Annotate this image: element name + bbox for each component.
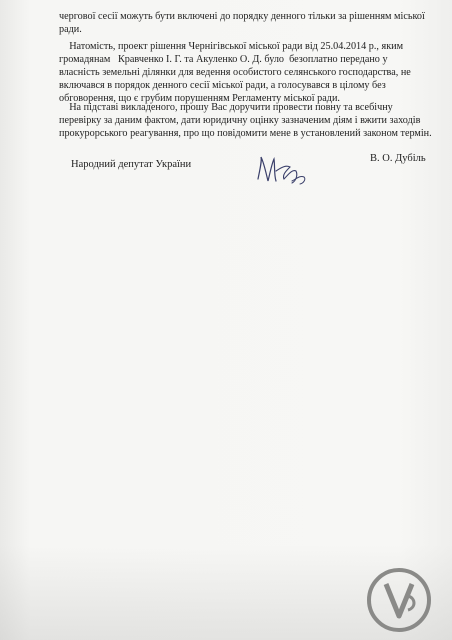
text-line: Натомість, проект рішення Чернігівської міської ради від 25.04.2014 р., яким xyxy=(59,41,404,52)
text-line: перевірку за даним фактом, дати юридичну оцінку зазначеним діям і вжити заходів xyxy=(59,115,421,126)
text-line: обговорення, що є грубим порушенням Регламенту міської ради. xyxy=(59,93,340,104)
text-line: власність земельні ділянки для ведення особистого селянського господарства, не xyxy=(59,67,411,78)
signature-name: В. О. Дубіль xyxy=(370,153,426,164)
text-line: чергової сесії можуть бути включені до порядку денного тільки за рішенням міської xyxy=(59,11,425,22)
handwritten-signature-icon xyxy=(252,151,312,189)
watermark-logo-icon xyxy=(364,568,434,632)
paragraph-2 xyxy=(59,40,411,105)
text-line: прокурорського реагування, про що повідомити мене в установлений законом термін. xyxy=(59,128,432,139)
text-line: включався в порядок денного сесії міської ради, а голосувався в цілому без xyxy=(59,80,386,91)
paragraph-3 xyxy=(59,101,432,140)
paragraph-1 xyxy=(59,10,425,36)
text-line: громадянам Кравченко І. Г. та Акуленко О. Д. було безоплатно передано у xyxy=(59,54,388,65)
signature-title: Народний депутат України xyxy=(71,159,192,170)
text-line: На підставі викладеного, прошу Вас доручити провести повну та всебічну xyxy=(59,102,393,113)
text-line: ради. xyxy=(59,24,82,35)
